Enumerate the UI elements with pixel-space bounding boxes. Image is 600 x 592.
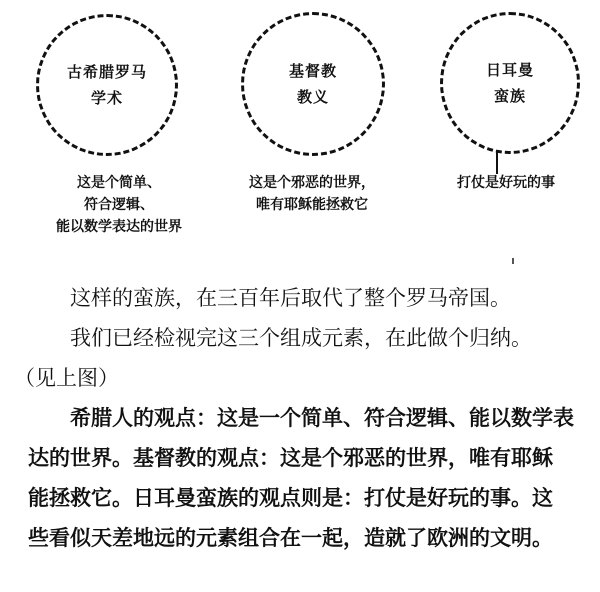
caption-line: 能以数学表达的世界 [56,219,182,235]
circle-label-line: 古希腊罗马 [66,63,147,81]
caption-greco-roman [24,172,214,238]
paragraph-3-line-1: 希腊人的观点：这是一个简单、符合逻辑、能以数学表 [70,405,574,430]
paragraph-2-line-2: （见上图） [14,366,119,390]
caption-christian [222,172,402,216]
caption-line: 打仗是好玩的事 [457,175,555,191]
circle-greco-roman [36,14,178,156]
circle-label-line: 蛮族 [493,87,526,105]
caption-line: 符合逻辑、 [84,197,154,213]
circle-label-line: 学术 [90,89,123,107]
caption-line: 唯有耶稣能拯救它 [256,197,368,213]
circle-christian [241,12,385,156]
circle-germanic [440,12,580,154]
circle-label-line: 日耳曼 [485,61,534,79]
body-text [14,278,588,558]
paragraph-3-line-3: 能拯救它。日耳曼蛮族的观点则是：打仗是好玩的事。这 [28,485,553,510]
circle-label-line: 教义 [296,88,329,106]
connector-line [496,150,498,174]
caption-line: 这是个简单、 [77,175,161,191]
paragraph-1: 这样的蛮族，在三百年后取代了整个罗马帝国。 [70,286,511,310]
scan-mark [512,258,514,264]
paragraph-3-line-4: 些看似天差地远的元素组合在一起，造就了欧洲的文明。 [28,525,553,550]
caption-germanic [436,172,576,194]
paragraph-2-line-1: 我们已经检视完这三个组成元素，在此做个归纳。 [70,326,532,350]
circle-label-line: 基督教 [288,62,337,80]
caption-line: 这是个邪恶的世界， [249,175,375,191]
paragraph-3-line-2: 达的世界。基督教的观点：这是个邪恶的世界，唯有耶稣 [28,445,553,470]
